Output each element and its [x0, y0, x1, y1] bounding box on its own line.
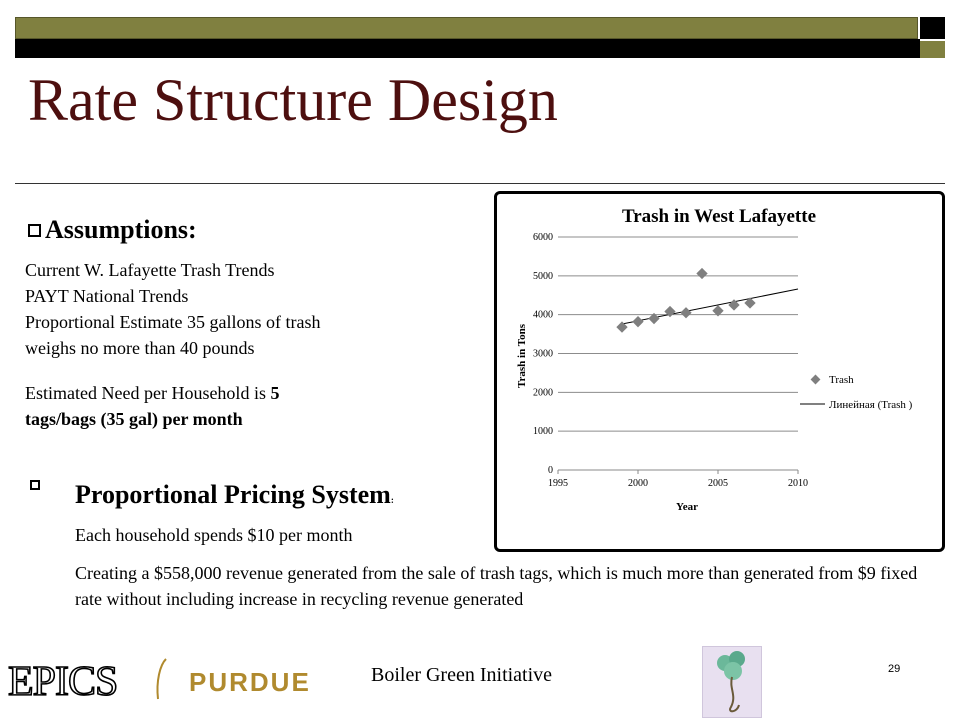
revenue-text: Creating a $558,000 revenue generated from the sale of trash tags, which is much more than generated from $9 fixed rate without including increase in recycling revenue generated	[75, 563, 918, 609]
logo-swoosh-icon	[157, 659, 166, 699]
pricing-heading-colon: :	[390, 495, 394, 505]
footer-text: Boiler Green Initiative	[371, 664, 553, 686]
checkbox-bullet-icon	[28, 224, 41, 237]
data-point	[632, 316, 643, 327]
assumption-line: weighs no more than 40 pounds	[25, 338, 255, 358]
header-corner-olive	[920, 41, 945, 58]
y-tick-label: 0	[548, 465, 553, 476]
assumption-line: Proportional Estimate 35 gallons of trash	[25, 312, 321, 332]
x-axis-label: Year	[676, 501, 698, 513]
y-tick-label: 6000	[533, 232, 553, 243]
household-need-line	[25, 380, 445, 406]
trash-chart	[497, 194, 942, 549]
legend-trash-label: Trash	[829, 374, 854, 386]
need-prefix: Estimated Need per Household is	[25, 383, 271, 403]
y-tick-label: 2000	[533, 387, 553, 399]
epics-purdue-logo	[6, 655, 326, 710]
tree-logo-icon	[702, 646, 762, 718]
epics-logo-text: EPICS	[8, 659, 118, 705]
checkbox-bullet-icon	[30, 480, 40, 490]
need-number: 5	[270, 383, 280, 403]
assumption-line: Current W. Lafayette Trash Trends	[25, 260, 275, 280]
header-bar-olive	[15, 17, 918, 39]
household-spend-text: Each household spends $10 per month	[75, 525, 353, 545]
y-tick-label: 1000	[533, 426, 553, 438]
trendline	[622, 289, 798, 324]
y-axis-label: Trash in Tons	[516, 323, 528, 389]
need-line2: tags/bags (35 gal) per month	[25, 409, 243, 429]
slide-title: Rate Structure Design	[28, 67, 558, 133]
logo-svg	[6, 655, 326, 705]
tree-logo-svg	[703, 647, 761, 717]
pricing-heading-text: Proportional Pricing System	[75, 480, 391, 509]
purdue-logo-text: PURDUE	[189, 667, 311, 697]
y-tick-label: 3000	[533, 348, 553, 360]
data-point	[680, 307, 691, 318]
page-number: 29	[888, 663, 901, 675]
header-corner-black	[920, 17, 945, 39]
x-tick-label: 2005	[708, 478, 728, 489]
legend-trend-label: Линейная (Trash )	[829, 399, 913, 411]
y-tick-label: 5000	[533, 270, 553, 282]
chart-title: Trash in West Lafayette	[621, 206, 817, 227]
assumptions-heading-text: Assumptions:	[45, 215, 197, 244]
assumptions-heading	[28, 215, 197, 245]
assumptions-body	[25, 257, 445, 432]
y-tick-label: 4000	[533, 309, 553, 321]
household-need-line-2	[25, 406, 445, 432]
legend-trash-marker-icon	[811, 375, 821, 385]
legend	[800, 374, 913, 411]
header-bar-black	[15, 39, 920, 58]
pricing-heading	[30, 480, 394, 509]
chart-frame	[494, 191, 945, 552]
assumption-line: PAYT National Trends	[25, 286, 189, 306]
title-divider	[15, 183, 945, 184]
data-point	[696, 268, 707, 279]
x-tick-label: 2010	[788, 478, 808, 489]
x-tick-label: 1995	[548, 478, 568, 489]
x-tick-label: 2000	[628, 478, 648, 489]
